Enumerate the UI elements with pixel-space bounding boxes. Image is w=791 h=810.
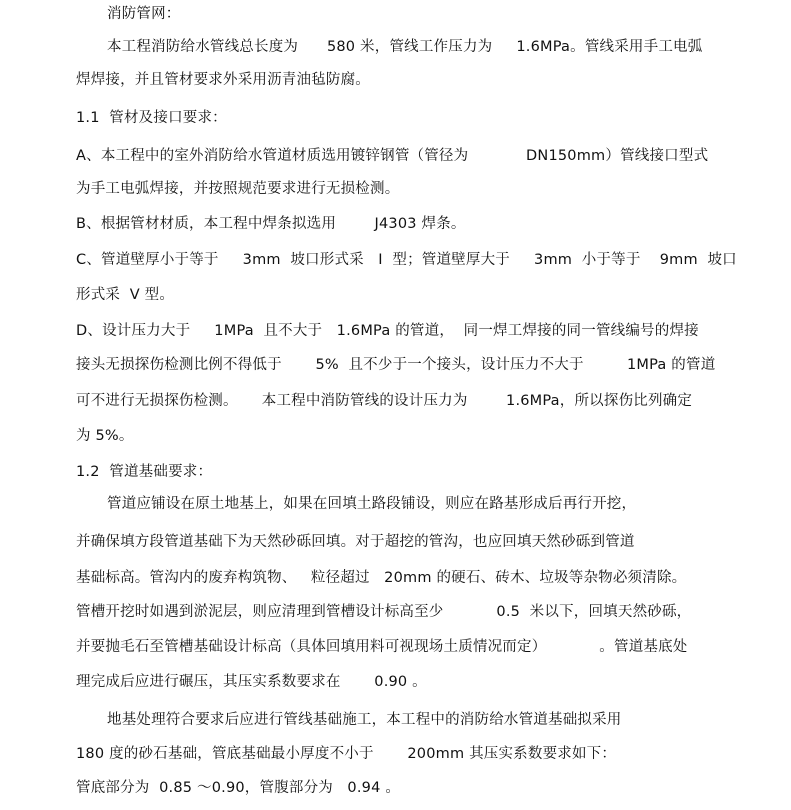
- paragraph-line-19: 180 度的砂石基础，管底基础最小厚度不小于 200mm 其压实系数要求如下：: [76, 746, 617, 762]
- paragraph-line-16: 并要抛毛石至管槽基础设计标高（具体回填用料可视现场土质情况而定） 。管道基底处: [76, 639, 688, 655]
- subsection-heading-2: 1.2 管道基础要求：: [76, 464, 213, 480]
- paragraph-line-2: 焊焊接，并且管材要求外采用沥青油毡防腐。: [76, 72, 370, 88]
- paragraph-line-7: 形式采 V 型。: [76, 287, 175, 303]
- paragraph-line-10: 可不进行无损探伤检测。 本工程中消防管线的设计压力为 1.6MPa，所以探伤比列确定: [76, 393, 693, 409]
- paragraph-line-14: 基础标高。管沟内的废弃构筑物、 粒径超过 20mm 的硬石、砖木、垃圾等杂物必须清除。: [76, 570, 687, 586]
- paragraph-line-11: 为 5%。: [76, 428, 134, 444]
- paragraph-line-15: 管槽开挖时如遇到淤泥层，则应清理到管槽设计标高至少 0.5 米以下，回填天然砂砾，: [76, 604, 692, 620]
- section-title: 消防管网：: [107, 6, 181, 22]
- paragraph-line-20: 管底部分为 0.85 ～0.90，管腹部分为 0.94 。: [76, 780, 401, 796]
- paragraph-line-6: C、管道壁厚小于等于 3mm 坡口形式采 I 型；管道壁厚大于 3mm 小于等于 9mm 坡口: [76, 252, 737, 268]
- paragraph-line-5: B、根据管材材质，本工程中焊条拟选用 J4303 焊条。: [76, 216, 466, 232]
- paragraph-line-4: 为手工电弧焊接，并按照规范要求进行无损检测。: [76, 181, 400, 197]
- paragraph-line-9: 接头无损探伤检测比例不得低于 5% 且不少于一个接头，设计压力不大于 1MPa 的管道: [76, 357, 716, 373]
- paragraph-line-1: 本工程消防给水管线总长度为 580 米，管线工作压力为 1.6MPa。管线采用手工电弧: [107, 39, 703, 55]
- paragraph-line-17: 理完成后应进行碾压，其压实系数要求在 0.90 。: [76, 674, 427, 690]
- paragraph-line-12: 管道应铺设在原土地基上，如果在回填土路段铺设，则应在路基形成后再行开挖，: [107, 496, 637, 512]
- subsection-heading-1: 1.1 管材及接口要求：: [76, 110, 227, 126]
- paragraph-line-3: A、本工程中的室外消防给水管道材质选用镀锌钢管（管径为 DN150mm）管线接口型式: [76, 148, 709, 164]
- paragraph-line-13: 并确保填方段管道基础下为天然砂砾回填。对于超挖的管沟，也应回填天然砂砾到管道: [76, 534, 635, 550]
- paragraph-line-18: 地基处理符合要求后应进行管线基础施工，本工程中的消防给水管道基础拟采用: [107, 712, 622, 728]
- paragraph-line-8: D、设计压力大于 1MPa 且不大于 1.6MPa 的管道， 同一焊工焊接的同一管线编号的焊接: [76, 323, 699, 339]
